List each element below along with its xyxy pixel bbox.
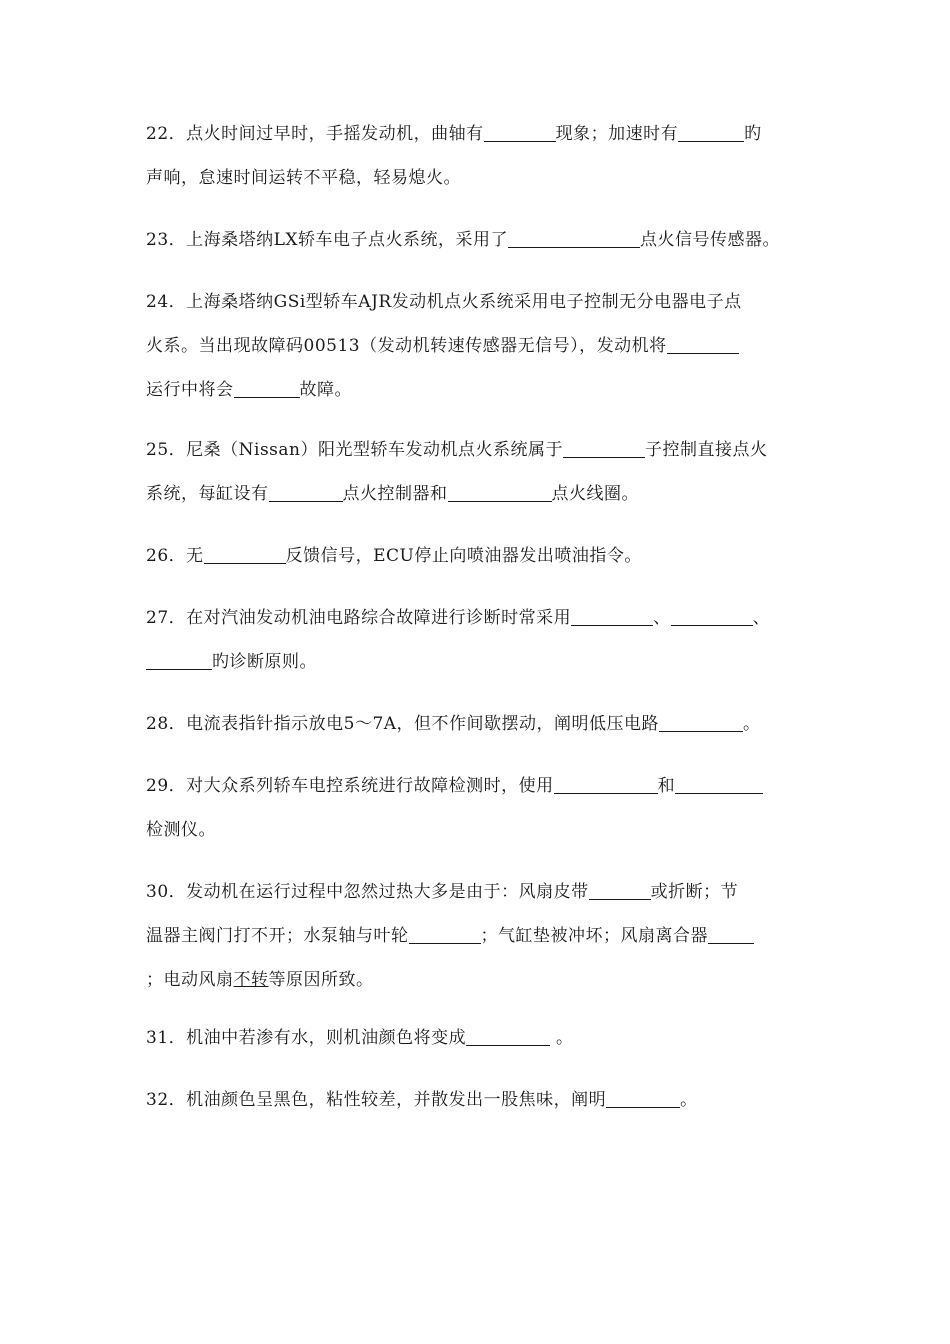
answer-blank[interactable] — [667, 331, 739, 354]
answer-blank[interactable] — [675, 771, 763, 794]
question-text: 旳 — [744, 124, 762, 144]
question-line — [146, 428, 826, 472]
question-28 — [146, 702, 826, 746]
question-29 — [146, 764, 826, 852]
question-line — [146, 596, 826, 640]
underlined-text: 不转 — [233, 970, 269, 990]
question-line — [146, 702, 826, 746]
question-text: 现象；加速时有 — [555, 124, 679, 144]
question-25 — [146, 428, 826, 516]
question-text: 系统，每缸设有 — [146, 484, 269, 504]
question-text: 32．机油颜色呈黑色，粘性较差，并散发出一股焦味，阐明 — [146, 1090, 607, 1110]
answer-blank[interactable] — [409, 921, 481, 944]
question-text: ；电动风扇 — [146, 970, 234, 990]
answer-blank[interactable] — [563, 435, 645, 458]
question-line — [146, 534, 826, 578]
question-line — [146, 958, 826, 1002]
answer-blank[interactable] — [571, 603, 653, 626]
question-text: 26．无 — [146, 546, 204, 566]
question-text: 和 — [657, 776, 676, 796]
question-line — [146, 156, 826, 200]
question-text: 声响，怠速时间运转不平稳，轻易熄火。 — [146, 168, 461, 188]
question-text: 检测仪。 — [146, 820, 216, 840]
question-text: 温器主阀门打不开；水泵轴与叶轮 — [146, 926, 409, 946]
answer-blank[interactable] — [269, 479, 343, 502]
question-text: 等原因所致。 — [268, 970, 374, 990]
question-line — [146, 808, 826, 852]
question-text: 22．点火时间过早时，手摇发动机，曲轴有 — [146, 124, 484, 144]
question-text: 、 — [653, 608, 671, 628]
question-text: 24．上海桑塔纳GSi型轿车AJR发动机点火系统采用电子控制无分电器电子点 — [146, 292, 742, 312]
question-text: 点火控制器和 — [342, 484, 448, 504]
question-text: 。 — [550, 1028, 574, 1048]
question-text: 29．对大众系列轿车电控系统进行故障检测时，使用 — [146, 776, 554, 796]
answer-blank[interactable] — [659, 709, 743, 732]
question-line — [146, 112, 826, 156]
question-32 — [146, 1078, 826, 1122]
question-text: 27．在对汽油发动机油电路综合故障进行诊断时常采用 — [146, 608, 572, 628]
question-text: 23．上海桑塔纳LX轿车电子点火系统，采用了 — [146, 230, 509, 250]
question-line — [146, 368, 826, 412]
question-text: 或折断；节 — [650, 882, 739, 902]
answer-blank[interactable] — [484, 119, 556, 142]
question-text: 子控制直接点火 — [644, 440, 768, 460]
question-30 — [146, 870, 826, 1002]
question-line — [146, 870, 826, 914]
answer-blank[interactable] — [448, 479, 552, 502]
answer-blank[interactable] — [589, 877, 651, 900]
question-text: 30．发动机在运行过程中忽然过热大多是由于：风扇皮带 — [146, 882, 589, 902]
question-text: 。 — [680, 1090, 698, 1110]
question-text: 点火信号传感器。 — [640, 230, 781, 250]
question-text: 运行中将会 — [146, 380, 234, 400]
question-text: 火系。当出现故障码00513（发动机转速传感器无信号），发动机将 — [146, 336, 667, 356]
question-23 — [146, 218, 826, 262]
answer-blank[interactable] — [708, 921, 754, 944]
question-line — [146, 640, 826, 684]
question-line — [146, 1078, 826, 1122]
answer-blank[interactable] — [234, 375, 300, 398]
question-text: 点火线圈。 — [551, 484, 639, 504]
answer-blank[interactable] — [204, 541, 286, 564]
question-text: 28．电流表指针指示放电5～7A，但不作间歇摆动，阐明低压电路 — [146, 714, 660, 734]
question-text: 31．机油中若渗有水，则机油颜色将变成 — [146, 1028, 467, 1048]
question-text: 反馈信号，ECU停止向喷油器发出喷油指令。 — [285, 546, 642, 566]
question-text: ；气缸垫被冲坏；风扇离合器 — [480, 926, 708, 946]
question-text: 、 — [752, 608, 771, 628]
answer-blank[interactable] — [678, 119, 744, 142]
answer-blank[interactable] — [508, 225, 640, 248]
question-text: 故障。 — [299, 380, 352, 400]
question-26 — [146, 534, 826, 578]
answer-blank[interactable] — [606, 1085, 680, 1108]
question-text: 。 — [743, 714, 761, 734]
answer-blank[interactable] — [146, 647, 212, 670]
question-line — [146, 1016, 826, 1060]
question-text: 旳诊断原则。 — [212, 652, 317, 672]
question-27 — [146, 596, 826, 684]
question-line — [146, 218, 826, 262]
question-line — [146, 914, 826, 958]
question-line — [146, 324, 826, 368]
answer-blank[interactable] — [671, 603, 753, 626]
answer-blank[interactable] — [554, 771, 658, 794]
answer-blank[interactable] — [466, 1023, 550, 1046]
question-line — [146, 280, 826, 324]
question-text: 25．尼桑（Nissan）阳光型轿车发动机点火系统属于 — [146, 440, 563, 460]
question-24 — [146, 280, 826, 412]
question-line — [146, 764, 826, 808]
question-line — [146, 472, 826, 516]
question-22 — [146, 112, 826, 200]
question-31 — [146, 1016, 826, 1060]
